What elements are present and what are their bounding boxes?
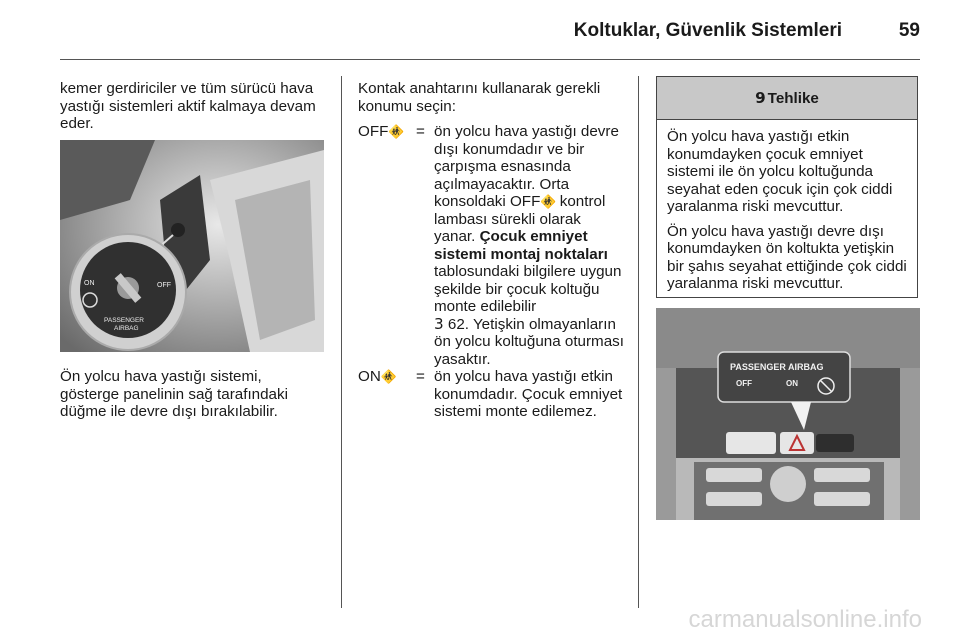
off-text3: tablosundaki bilgilere uygun şekilde bir çocuk koltuğu monte edilebilir: [434, 263, 622, 315]
danger-title: Tehlike: [767, 89, 819, 107]
col1-para1: kemer gerdiriciler ve tüm sürücü hava yastığı sistemleri aktif kalmaya devam eder.: [60, 80, 316, 132]
definition-list: [358, 123, 626, 421]
child-seat-off-icon-inline: 🚸: [540, 194, 556, 209]
page-number: 59: [898, 20, 920, 41]
child-seat-off-icon: 🚸: [388, 124, 404, 139]
indicator-label: PASSENGER AIRBAG: [730, 362, 824, 372]
header-rule: [60, 59, 920, 60]
off-term: OFF: [358, 123, 389, 140]
definition-off: [358, 123, 626, 368]
indicator-on: ON: [786, 379, 798, 388]
danger-box: [656, 76, 918, 298]
switch-label-off: OFF: [157, 282, 171, 289]
danger-header: [657, 77, 917, 120]
danger-para2: Ön yolcu hava yastığı devre dışı konumdayken ön koltukta yetişkin bir şahıs seyahat ettiğinde çok ciddi yaralanma riski mevcuttur.: [667, 222, 907, 292]
off-ref: 62. Yetişkin olmayanların ön yolcu koltuğuna oturması yasaktır.: [434, 315, 624, 368]
ref-arrow-icon: 3: [434, 314, 444, 333]
off-bold-link: Çocuk emniyet sistemi montaj noktaları: [434, 228, 608, 263]
child-seat-on-icon: 🚸: [380, 369, 396, 384]
on-text: ön yolcu hava yastığı etkin konumdadır. Çocuk emniyet sistemi monte edilemez.: [434, 368, 623, 420]
switch-label-airbag: AIRBAG: [114, 325, 139, 332]
airbag-switch-photo: [60, 140, 324, 352]
column-divider-2: [638, 76, 639, 608]
danger-para1: Ön yolcu hava yastığı etkin konumdayken çocuk emniyet sistemi ile ön yolcu koltuğunda seyahat eden çocuk için çok ciddi yaralanma riski mevcuttur.: [667, 128, 893, 215]
col2-intro: Kontak anahtarını kullanarak gerekli konumu seçin:: [358, 80, 601, 115]
column-divider-1: [341, 76, 342, 608]
switch-label-on: ON: [84, 280, 95, 287]
off-text2: kontrol lambası sürekli olarak yanar.: [434, 193, 606, 245]
off-text1: ön yolcu hava yastığı devre dışı konumdadır ve bir çarpışma esnasında açılmayacaktır. Orta konsoldaki OFF: [434, 123, 619, 210]
on-eq: =: [416, 368, 425, 385]
page-header-title: Koltuklar, Güvenlik Sistemleri: [573, 20, 842, 41]
watermark: carmanualsonline.info: [688, 606, 922, 633]
definition-on: [358, 368, 626, 421]
col1-para2: Ön yolcu hava yastığı sistemi, gösterge panelinin sağ tarafındaki düğme ile devre dışı bırakılabilir.: [60, 368, 288, 420]
on-term: ON: [358, 368, 381, 385]
airbag-indicator-photo: [656, 308, 920, 520]
off-eq: =: [416, 123, 425, 140]
warning-triangle-icon: 9: [755, 89, 766, 107]
indicator-off: OFF: [736, 379, 752, 388]
switch-label-passenger: PASSENGER: [104, 317, 144, 324]
